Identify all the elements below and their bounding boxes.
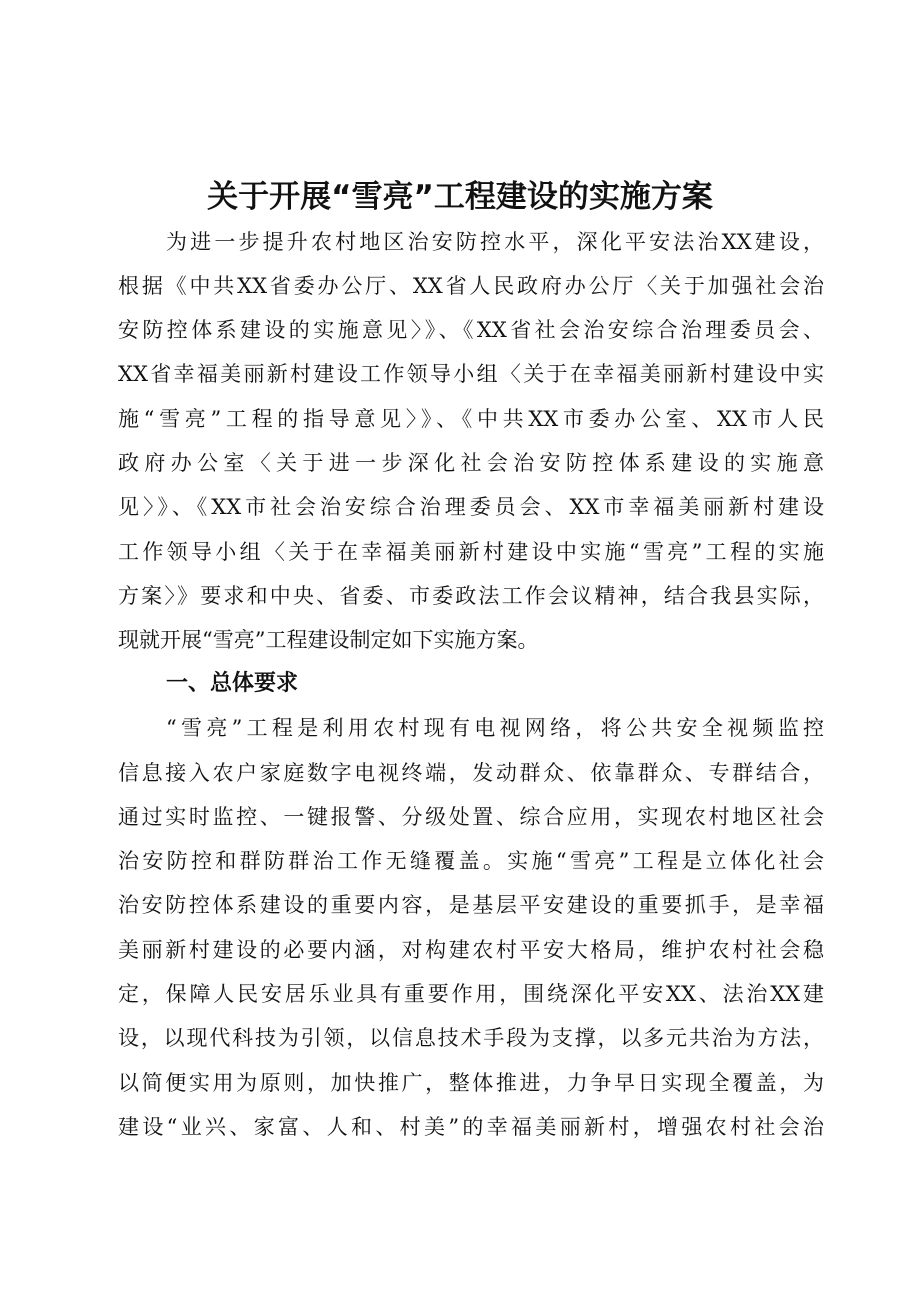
intro-line-7: 见〉》、《XX市社会治安综合治理委员会、XX市幸福美丽新村建设 bbox=[118, 495, 824, 519]
section-1-line-1: “雪亮”工程是利用农村现有电视网络，将公共安全视频监控 bbox=[166, 716, 824, 740]
document-title: 关于开展“雪亮”工程建设的实施方案 bbox=[207, 179, 713, 215]
intro-line-1: 为进一步提升农村地区治安防控水平，深化平安法治XX建设， bbox=[166, 230, 824, 254]
intro-line-8: 工作领导小组〈关于在幸福美丽新村建设中实施“雪亮”工程的实施 bbox=[118, 540, 824, 564]
intro-line-6: 政府办公室〈关于进一步深化社会治安防控体系建设的实施意 bbox=[118, 451, 824, 475]
section-1-line-4: 治安防控和群防群治工作无缝覆盖。实施“雪亮”工程是立体化社会 bbox=[118, 849, 824, 873]
intro-line-2: 根据《中共XX省委办公厅、XX省人民政府办公厅〈关于加强社会治 bbox=[118, 274, 824, 298]
intro-line-5: 施“雪亮”工程的指导意见〉》、《中共XX市委办公室、XX市人民 bbox=[118, 407, 824, 431]
section-1-line-6: 美丽新村建设的必要内涵，对构建农村平安大格局，维护农村社会稳 bbox=[118, 938, 824, 962]
section-1-heading: 一、总体要求 bbox=[166, 671, 299, 696]
section-1-line-8: 设，以现代科技为引领，以信息技术手段为支撑，以多元共治为方法， bbox=[118, 1026, 824, 1050]
section-1-line-3: 通过实时监控、一键报警、分级处置、综合应用，实现农村地区社会 bbox=[118, 805, 824, 829]
section-1-line-2: 信息接入农户家庭数字电视终端，发动群众、依靠群众、专群结合， bbox=[118, 761, 824, 785]
intro-line-4: XX省幸福美丽新村建设工作领导小组〈关于在幸福美丽新村建设中实 bbox=[118, 362, 824, 386]
section-1-line-5: 治安防控体系建设的重要内容，是基层平安建设的重要抓手，是幸福 bbox=[118, 893, 824, 917]
intro-line-10: 现就开展“雪亮”工程建设制定如下实施方案。 bbox=[118, 628, 539, 652]
section-1-line-10: 建设“业兴、家富、人和、村美”的幸福美丽新村，增强农村社会治 bbox=[118, 1115, 824, 1139]
intro-line-3: 安防控体系建设的实施意见〉》、《XX省社会治安综合治理委员会、 bbox=[118, 318, 824, 342]
intro-line-9: 方案〉》要求和中央、省委、市委政法工作会议精神，结合我县实际， bbox=[118, 584, 824, 608]
section-1-line-9: 以简便实用为原则，加快推广，整体推进，力争早日实现全覆盖，为 bbox=[118, 1071, 824, 1095]
section-1-line-7: 定，保障人民安居乐业具有重要作用，围绕深化平安XX、法治XX建 bbox=[118, 982, 824, 1006]
